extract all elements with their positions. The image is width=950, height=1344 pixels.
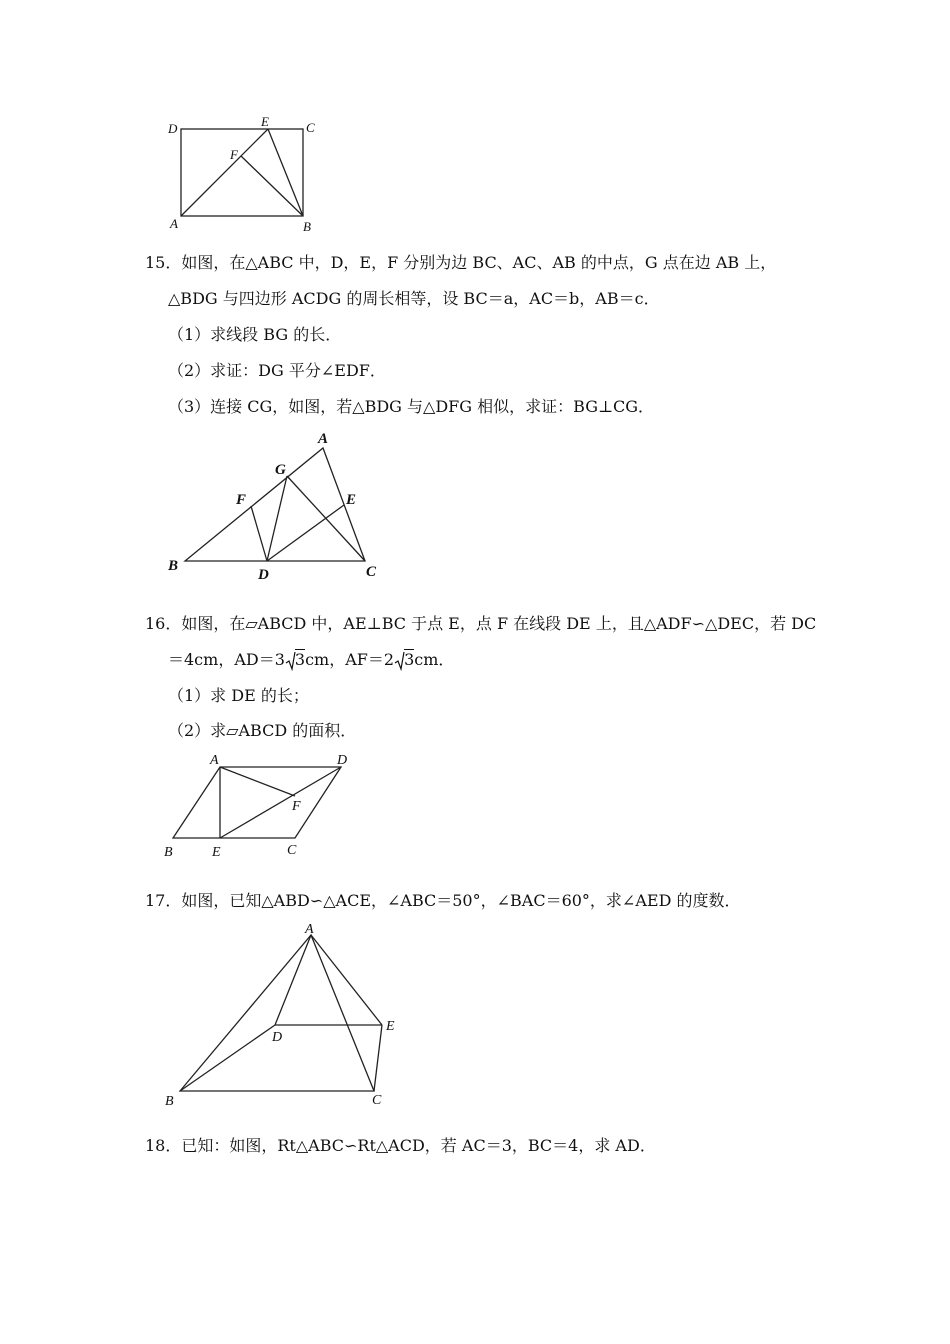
fig15-label-f: F — [236, 492, 247, 508]
fig16-label-e: E — [212, 845, 221, 860]
q16-part1: （1）求 DE 的长； — [168, 686, 309, 705]
fig17-label-d: D — [272, 1030, 283, 1045]
q15-part3: （3）连接 CG，如图，若△BDG 与△DFG 相似，求证：BG⊥CG． — [168, 397, 655, 416]
q16-given-b: cm，AF＝2 — [305, 650, 395, 669]
fig15-label-g: G — [275, 462, 286, 478]
fig17-label-c: C — [372, 1093, 382, 1108]
fig14-label-a: A — [170, 216, 178, 231]
q15-stem-line1: 15．如图，在△ABC 中，D，E，F 分别为边 BC、AC、AB 的中点，G 点在边 AB 上， — [145, 253, 777, 272]
q17-stem-line1: 17．如图，已知△ABD∽△ACE，∠ABC＝50°，∠BAC＝60°，求∠AED 的度数． — [145, 891, 741, 910]
fig17-seg-ec — [374, 1025, 382, 1091]
fig14-label-c: C — [306, 120, 315, 135]
fig17-seg-ae — [311, 935, 382, 1025]
fig17-seg-ad — [275, 935, 311, 1025]
fig14-label-b: B — [303, 219, 311, 234]
fig16-label-b: B — [164, 845, 173, 860]
fig16-label-f: F — [292, 799, 301, 814]
fig15-label-b: B — [168, 558, 179, 574]
fig17-triangle-abc — [180, 935, 374, 1091]
fig15-label-d: D — [258, 567, 269, 583]
fig16-label-c: C — [287, 843, 297, 858]
q16-given-a: ＝4cm，AD＝3 — [168, 650, 285, 669]
q15-stem-line2: △BDG 与四边形 ACDG 的周长相等，设 BC＝a，AC＝b，AB＝c． — [168, 289, 660, 308]
fig15-label-a: A — [318, 431, 329, 447]
q15-part2: （2）求证：DG 平分∠EDF． — [168, 361, 386, 380]
fig17-label-e: E — [386, 1019, 395, 1034]
fig17-label-b: B — [165, 1094, 174, 1109]
fig14-label-d: D — [168, 121, 178, 136]
q16-radicand-2: 3 — [404, 650, 415, 669]
fig16-label-d: D — [337, 753, 348, 768]
q16-part2: （2）求▱ABCD 的面积． — [168, 721, 357, 740]
fig17-label-a: A — [305, 922, 314, 937]
fig16-label-a: A — [210, 753, 219, 768]
fig14-label-e: E — [261, 114, 269, 129]
fig15-label-e: E — [346, 492, 357, 508]
q16-stem-line1: 16．如图，在▱ABCD 中，AE⊥BC 于点 E，点 F 在线段 DE 上，且△ADF∽△DEC，若 DC — [145, 614, 817, 633]
q16-given-c: cm． — [414, 650, 455, 669]
q15-part1: （1）求线段 BG 的长． — [168, 325, 342, 344]
q18-stem-line1: 18．已知：如图，Rt△ABC∽Rt△ACD，若 AC＝3，BC＝4，求 AD． — [145, 1136, 656, 1155]
fig15-label-c: C — [366, 564, 377, 580]
q16-radicand-1: 3 — [294, 650, 306, 669]
fig14-label-f: F — [230, 147, 238, 162]
